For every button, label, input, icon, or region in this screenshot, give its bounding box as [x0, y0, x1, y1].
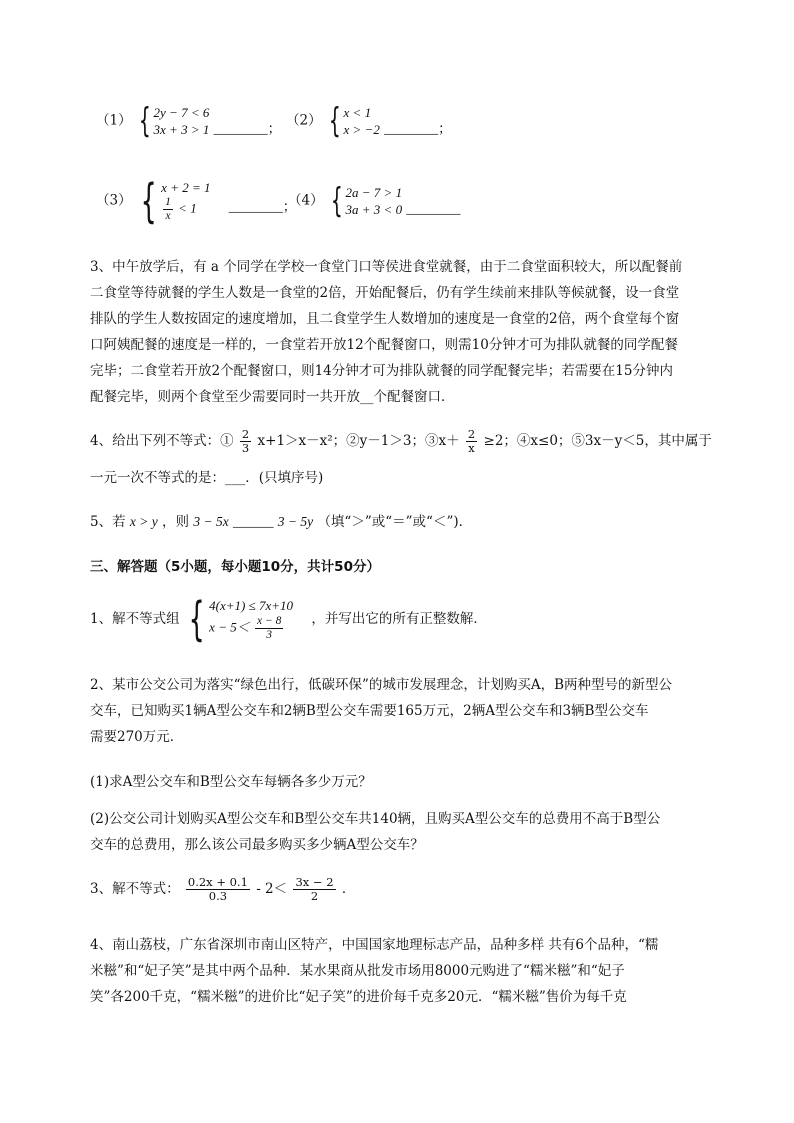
- fraction-numerator: 3x − 2: [295, 875, 334, 889]
- system-brace-group: [326, 101, 380, 141]
- answer-blank: ________: [406, 200, 461, 216]
- system-line: 2a − 7 > 1: [345, 185, 403, 200]
- question-label: （4）: [288, 192, 324, 209]
- problem-text: 5、若: [90, 514, 126, 530]
- problem-3: [90, 254, 740, 410]
- fraction-denominator: 2: [310, 889, 319, 903]
- problem-text: ，则: [162, 514, 190, 530]
- fraction: [255, 615, 283, 642]
- sub-question-2: [90, 806, 740, 858]
- question-label: （1）: [96, 112, 132, 129]
- fraction-denominator: x: [468, 441, 475, 455]
- fraction-denominator: 0.3: [208, 889, 228, 903]
- problem-line: 一元一次不等式的是：___．(只填序号): [90, 470, 324, 486]
- inequality-system-3: [96, 174, 297, 228]
- math-expression: 3 − 5x: [193, 514, 229, 529]
- problem-text: （填“＞”或“＝”或“＜”)．: [317, 514, 473, 530]
- inequality-system-1: [96, 101, 282, 141]
- system-brace-group: [184, 592, 294, 646]
- answer-blank: ______: [232, 514, 274, 529]
- problem-line: 需要270万元．: [90, 729, 184, 745]
- system-line: [209, 615, 293, 642]
- problem-text: ．: [341, 881, 356, 897]
- problem-line: (2)公交公司计划购买A型公交车和B型公交车共140辆，且购买A型公交车的总费用不高于B型公: [90, 811, 661, 827]
- fraction: [186, 876, 250, 903]
- system-line: 3x + 3 > 1: [153, 122, 210, 137]
- problem-line: 交车，已知购买1辆A型公交车和2辆B型公交车需要165万元，2辆A型公交车和3辆B型公交车: [90, 703, 649, 719]
- fraction-denominator: 3: [241, 441, 250, 455]
- problem-4: [90, 428, 712, 455]
- problem-line: 4、南山荔枝，广东省深圳市南山区特产，中国国家地理标志产品，品种多样 共有6个品种，“糯: [90, 937, 659, 953]
- system-line: x > −2: [343, 122, 380, 137]
- sub-question-1: (1)求A型公交车和B型公交车每辆各多少万元？: [90, 774, 372, 790]
- problem-text: ≥2；④x≤0；⑤3x－y＜5，其中属于: [483, 433, 712, 449]
- system-line: x + 2 = 1: [161, 180, 211, 195]
- system-brace-group: [328, 181, 403, 221]
- fraction-numerator: 0.2x + 0.1: [187, 875, 248, 889]
- inequality-system-4: [288, 181, 461, 221]
- problem-line: 交车的总费用，那么该公司最多购买多少辆A型公交车？: [90, 837, 424, 853]
- system-brace-group: [136, 174, 211, 228]
- problem-line: 2、某市公交公司为落实“绿色出行，低碳环保”的城市发展理念，计划购买A，B两种型号的新型公: [90, 677, 673, 693]
- problem-line: 米糍”和“妃子笑”是其中两个品种．某水果商从批发市场用8000元购进了“糯米糍”和“妃子: [90, 963, 625, 979]
- problem-line: 二食堂等待就餐的学生人数是一食堂的2倍，开始配餐后，仍有学生续前来排队等候就餐，设一食堂: [90, 285, 680, 301]
- left-brace: {: [188, 592, 205, 646]
- fraction: [163, 196, 173, 223]
- section-title: 三、解答题（5小题，每小题10分，共计50分）: [90, 559, 380, 575]
- problem-line: 完毕；二食堂若开放2个配餐窗口，则14分钟才可为排队就餐的同学配餐完毕；若需要在15分钟内: [90, 363, 673, 379]
- answer-problem-4: [90, 932, 740, 1010]
- question-label: （3）: [96, 192, 132, 209]
- fraction: [466, 428, 477, 455]
- answer-blank: ________；: [228, 198, 297, 214]
- inequality-system-2: [286, 101, 452, 141]
- problem-text: x+1＞x－x²；②y－1＞3；③x＋: [257, 433, 460, 449]
- fraction-numerator: 2: [241, 427, 250, 441]
- system-line-rest: < 1: [178, 200, 197, 216]
- problem-line: 口阿姨配餐的速度是一样的，一食堂若开放12个配餐窗口，则需10分钟才可为排队就餐的同学配餐: [90, 337, 678, 353]
- fraction: [293, 876, 335, 903]
- problem-line: 笑”各200千克，“糯米糍”的进价比“妃子笑”的进价每千克多20元．“糯米糍”售价为每千克: [90, 989, 627, 1005]
- left-brace: {: [138, 101, 151, 141]
- left-brace: {: [328, 101, 341, 141]
- problem-text: ，并写出它的所有正整数解．: [311, 610, 487, 627]
- system-line: x < 1: [343, 105, 372, 120]
- fraction-numerator: 2: [467, 427, 476, 441]
- problem-line: 3、中午放学后，有 a 个同学在学校一食堂门口等侯进食堂就餐，由于二食堂面积较大，所以配餐前: [90, 259, 683, 275]
- math-expression: x > y: [129, 514, 158, 529]
- system-line: 2y − 7 < 6: [153, 105, 210, 120]
- question-label: （2）: [286, 112, 322, 129]
- problem-line: 排队的学生人数按固定的速度增加，且二食堂学生人数增加的速度是一食堂的2倍，两个食堂每个窗: [90, 311, 680, 327]
- system-line-part: x − 5＜: [209, 618, 250, 634]
- fraction-denominator: 3: [266, 628, 273, 641]
- math-expression: 3 − 5y: [277, 514, 314, 529]
- problem-text: 4、给出下列不等式：①: [90, 433, 234, 449]
- system-line: 4(x+1) ≤ 7x+10: [209, 597, 294, 613]
- left-brace: {: [330, 181, 343, 221]
- answer-blank: ________；: [384, 120, 452, 136]
- system-line: 3a + 3 < 0: [345, 202, 403, 217]
- problem-text: 3、解不等式：: [90, 881, 180, 897]
- answer-problem-3: [90, 876, 355, 903]
- problem-text: - 2＜: [256, 881, 288, 897]
- left-brace: {: [140, 174, 157, 228]
- problem-text: 1、解不等式组: [90, 610, 180, 627]
- problem-5: [90, 510, 472, 530]
- answer-problem-2: [90, 672, 740, 750]
- system-brace-group: [136, 101, 210, 141]
- problem-line: 配餐完毕，则两个食堂至少需要同时一共开放__个配餐窗口．: [90, 389, 455, 405]
- answer-blank: ________；: [213, 120, 282, 136]
- answer-problem-1: [90, 592, 487, 646]
- fraction-numerator: 1: [165, 196, 171, 208]
- fraction-denominator: x: [165, 210, 171, 222]
- fraction: [240, 428, 251, 455]
- fraction-numerator: x − 8: [256, 614, 282, 627]
- system-line: [161, 196, 210, 223]
